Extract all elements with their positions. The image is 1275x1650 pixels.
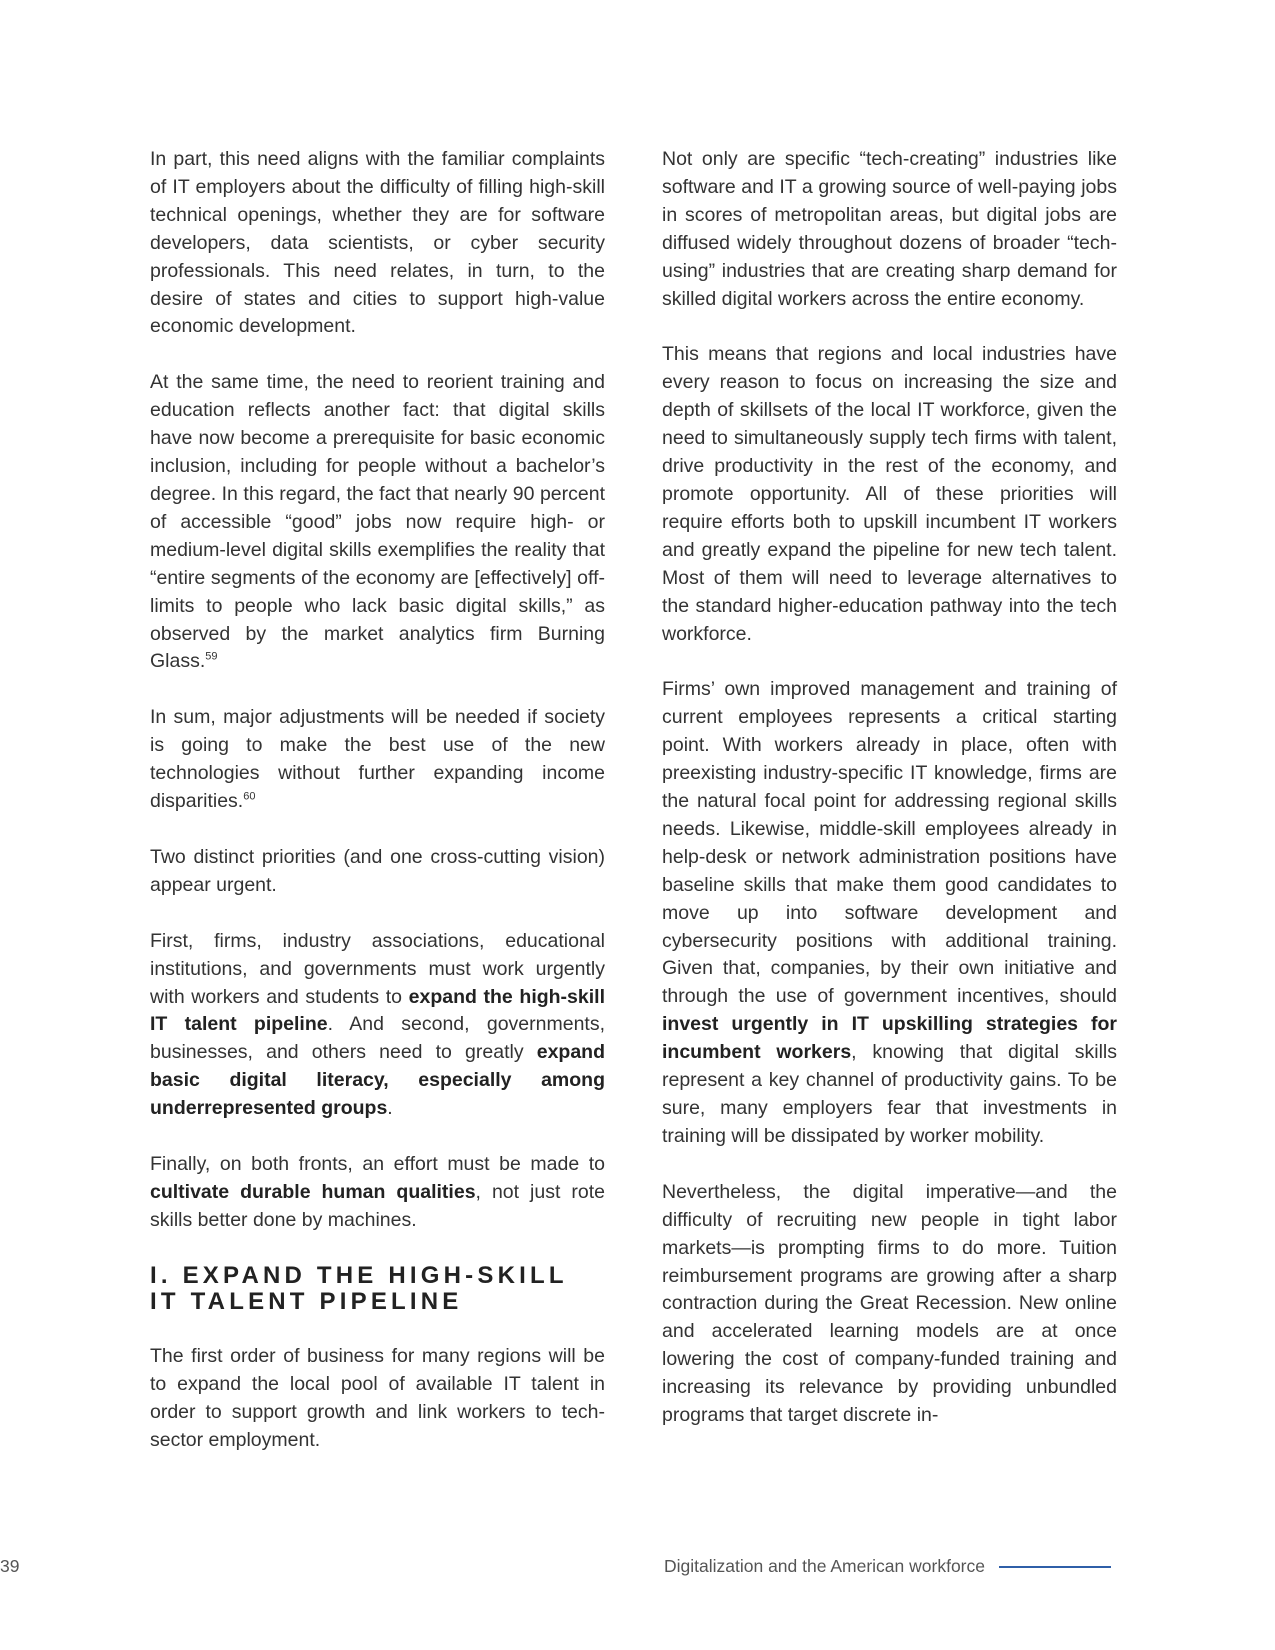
paragraph: Two distinct priorities (and one cross-cutting vision) appear urgent. [150, 845, 605, 896]
paragraph: At the same time, the need to reorient training and education reflects another fact: that digital skills have now become a prerequisite for basic economic inclusion, including for people without a bachelor’s degree. In this regard, the fact that nearly 90 percent of accessible “good” jobs now require high- or medium-level digital skills exemplifies the reality that “entire segments of the economy are [effectively] off-limits to people who lack basic digital skills,” as observed by the market analytics firm Burning Glass.$^{59}$ [150, 371, 605, 673]
emphasis: cultivate durable human qualities [150, 1181, 476, 1203]
left-column [150, 146, 605, 1482]
page-footer [0, 1556, 1127, 1577]
footer-title: Digitalization and the American workforce [664, 1556, 985, 1576]
paragraph: The first order of business for many regions will be to expand the local pool of available IT talent in order to support growth and link workers to tech-sector employment. [150, 1344, 605, 1451]
paragraph: Nevertheless, the digital imperative—and the difficulty of recruiting new people in tight labor markets—is prompting firms to do more. Tuition reimbursement programs are growing after a sharp contraction during the Great Recession. New online and accelerated learning models are at once lowering the cost of company-funded training and increasing its relevance by providing unbundled programs that target discrete in- [662, 1180, 1117, 1427]
paragraph: Firms’ own improved management and training of current employees represents a critical starting point. With workers already in place, often with preexisting industry-specific IT knowledge, firms are the natural focal point for addressing regional skills needs. Likewise, middle-skill employees already in help-desk or network administration positions have baseline skills that make them good candidates to move up into software development and cybersecurity positions with additional training. Given that, companies, by their own initiative and through the use of government incentives, should invest urgently in IT upskilling strategies for incumbent workers, knowing that digital skills represent a key channel of productivity gains. To be sure, many employers fear that investments in training will be dissipated by worker mobility. [662, 678, 1118, 1147]
right-column [662, 146, 1117, 1458]
paragraph: Not only are specific “tech-creating” industries like software and IT a growing source of well-paying jobs in scores of metropolitan areas, but digital jobs are diffused widely throughout dozens of broader “tech-using” industries that are creating sharp demand for skilled digital workers across the entire economy. [662, 148, 1117, 310]
paragraph: In sum, major adjustments will be needed if society is going to make the best use of the new technologies without further expanding income disparities.$^{60}$ [150, 706, 605, 813]
paragraph: Finally, on both fronts, an effort must be made to cultivate durable human qualities, not just rote skills better done by machines. [150, 1153, 605, 1231]
paragraph: In part, this need aligns with the familiar complaints of IT employers about the difficulty of filling high-skill technical openings, whether they are for software developers, data scientists, or cyber security professionals. This need relates, in turn, to the desire of states and cities to support high-value economic development. [150, 148, 605, 338]
paragraph: First, firms, industry associations, educational institutions, and governments must work urgently with workers and students to expand the high-skill IT talent pipeline. And second, governments, businesses, and others need to greatly expand basic digital literacy, especially among underrepresented groups. [150, 929, 606, 1120]
paragraph: This means that regions and local industries have every reason to focus on increasing the size and depth of skillsets of the local IT workforce, given the need to simultaneously supply tech firms with talent, drive productivity in the rest of the economy, and promote opportunity. All of these priorities will require efforts both to upskill incumbent IT workers and greatly expand the pipeline for new tech talent. Most of them will need to leverage alternatives to the standard higher-education pathway into the tech workforce. [662, 343, 1117, 645]
footnote-ref: 59 [205, 650, 218, 663]
section-heading: I. EXPAND THE HIGH-SKILL IT TALENT PIPELINE [150, 1261, 568, 1315]
emphasis: expand basic digital literacy, especially among underrepresented groups [150, 1041, 605, 1120]
footnote-ref: 60 [243, 790, 256, 803]
footer-rule [999, 1566, 1111, 1568]
emphasis: invest urgently in IT upskilling strategies for incumbent workers [662, 1013, 1117, 1064]
emphasis: expand the high-skill IT talent pipeline [150, 985, 605, 1036]
page-number: 39 [0, 1556, 20, 1576]
